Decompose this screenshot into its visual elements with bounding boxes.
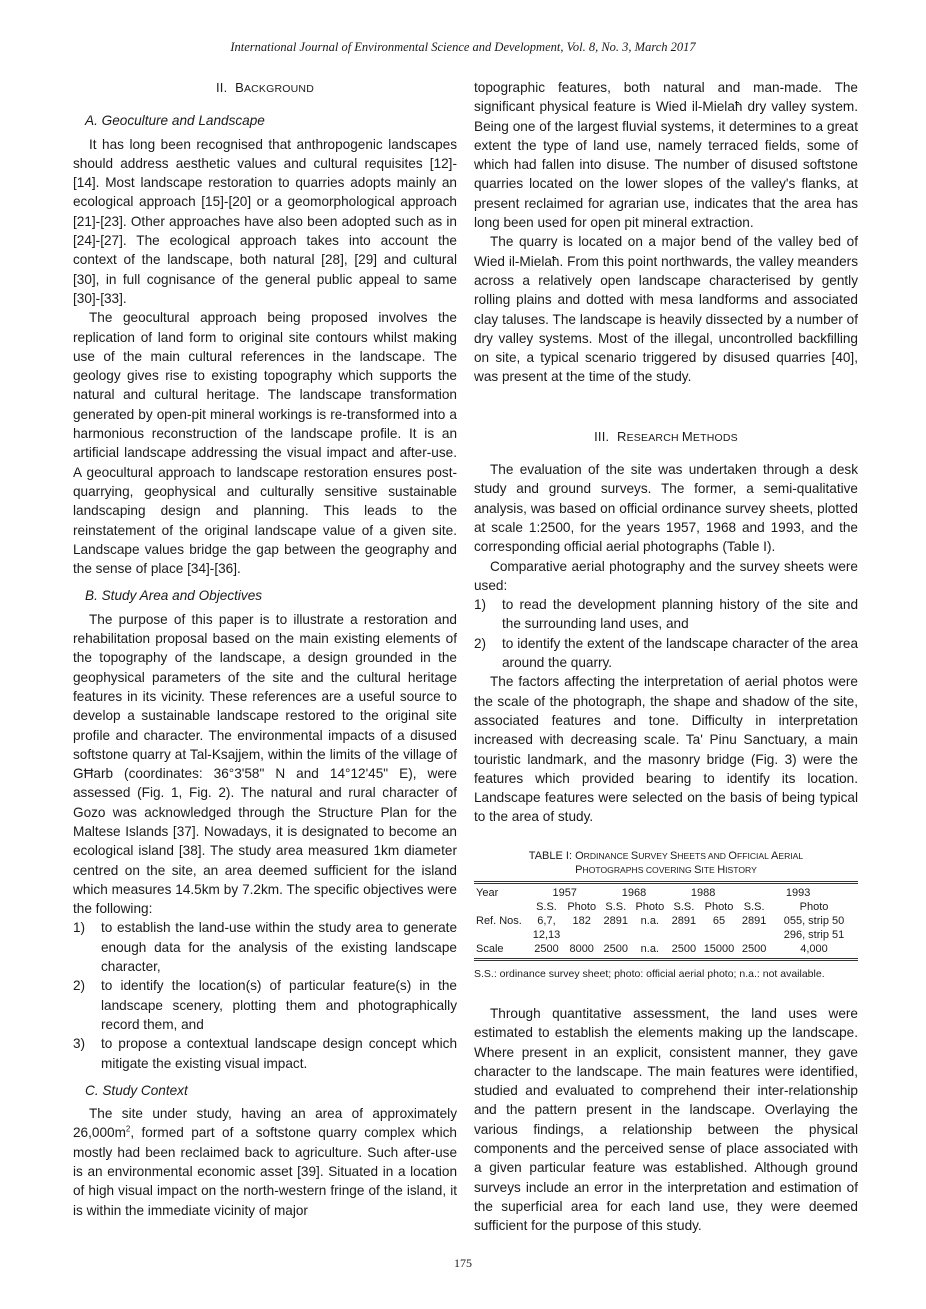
table-caption-line1 xyxy=(474,849,858,863)
table-caption-prefix: TABLE I: xyxy=(528,849,576,862)
table-cell: 2891 xyxy=(603,914,628,927)
table-cell: 4,000 xyxy=(770,942,858,960)
list-text: to establish the land-use within the study area to generate enough data for the analysis of the existing landscape character, xyxy=(101,920,457,975)
paragraph-c2: topographic features, both natural and man-made. The significant physical feature is Wied il-Mielaħ dry valley system. Being one of the largest fluvial systems, it determines to a great extent the type of land use, namely terraced fields, some of which had fallen into disuse. The number of disused softstone quarries located on the lower slopes of the valley's flanks, at present reclaimed for agrarian use, indicates that the area has long been used for open pit mineral extraction. xyxy=(474,80,858,231)
table-cell: 2500 xyxy=(738,942,770,960)
list-text: to identify the location(s) of particular feature(s) in the landscape scenery, plotting them and photographically record them, and xyxy=(101,978,457,1032)
table-row xyxy=(474,900,858,914)
table-cell: 8000 xyxy=(563,942,599,960)
table-cell: 2891 xyxy=(741,914,767,927)
table-cell: 15000 xyxy=(700,942,739,960)
list-item xyxy=(73,1034,457,1073)
table-header-cell: 1988 xyxy=(668,882,738,900)
caption-initial: A xyxy=(771,849,779,862)
caption-rest: FFICIAL xyxy=(736,850,772,861)
list-item xyxy=(73,918,457,976)
uses-list xyxy=(474,595,858,672)
table-header-cell: S.S. xyxy=(605,900,627,913)
paragraph-c1-part2: , formed part of a softstone quarry complex which mostly had been reclaimed back to agriculture. Such after-use is an environmental economic asset [39]. Situated in a location of high visual impact on the north-western fringe of the island, it is within the immediate vicinity of major xyxy=(73,1125,457,1218)
list-text: to propose a contextual landscape design concept which mitigate the existing visual impact. xyxy=(101,1036,457,1071)
list-number: 3) xyxy=(73,1036,86,1052)
list-item xyxy=(73,976,457,1034)
table-cell: 182 xyxy=(572,914,591,927)
survey-table xyxy=(474,881,858,961)
table-header-cell: Photo xyxy=(567,900,597,913)
caption-initial: S xyxy=(669,849,678,862)
section-heading-background xyxy=(73,78,457,99)
table-header-cell: S.S. xyxy=(536,900,557,913)
subsection-c-heading: C. Study Context xyxy=(85,1082,188,1098)
caption-rest: URVEY xyxy=(638,850,670,861)
section-rest: ACKGROUND xyxy=(243,83,314,95)
section-rest: ETHODS xyxy=(692,431,738,444)
table-row xyxy=(474,914,858,942)
objectives-list xyxy=(73,918,457,1072)
section-initial: B xyxy=(235,80,244,95)
table-header-cell: Photo xyxy=(704,900,734,913)
section-initial: R xyxy=(617,428,627,444)
list-number: 1) xyxy=(73,920,86,936)
caption-rest: HOTOGRAPHS COVERING xyxy=(582,864,695,875)
paragraph-a2: The geocultural approach being proposed involves the replication of land form to original site contours whilst making use of the main cultural references in the landscape. The geology gives rise to existing topography which supports the natural and cultural heritage. The landscape transformation generated by open-pit mineral workings is re-transformed into a harmonious reconstruction of the landscape profile. It is an artificial landscape addressing the visual impact and after-use. A geocultural approach to landscape restoration ensures post-quarrying, geophysical and culturally sensitive sustainable landscaping design and planning. This leads to the reinstatement of the original landscape value of a given site. Landscape values bridge the gap between the geography and the sense of place [34]-[36]. xyxy=(73,310,457,577)
table-header-cell: 1993 xyxy=(738,882,858,900)
paragraph-c1 xyxy=(73,1104,457,1220)
list-item xyxy=(474,595,858,634)
table-header-cell: S.S. xyxy=(743,900,765,913)
caption-initial: S xyxy=(630,849,639,862)
paragraph-c3: The quarry is located on a major bend of the valley bed of Wied il-Mielaħ. From this point northwards, the valley meanders across a relatively open landscape characterised by gently rolling plains and dotted with mesa landforms and associated clay taluses. The landscape is heavily dissected by a number of dry valley systems. Most of the illegal, uncontrolled backfilling on site, a typical scenario triggered by disused quarries [40], was present at the time of the study. xyxy=(474,234,858,385)
left-column xyxy=(73,78,457,1220)
caption-rest: ITE xyxy=(701,864,718,875)
list-number: 2) xyxy=(73,978,86,994)
subsection-a-heading: A. Geoculture and Landscape xyxy=(85,113,265,129)
table-cell: 6,7, 12,13 xyxy=(532,914,561,941)
table-header-cell: Photo xyxy=(635,900,665,913)
table-cell: n.a. xyxy=(640,914,659,927)
caption-initial: O xyxy=(575,849,584,862)
table-caption xyxy=(474,849,858,877)
list-item xyxy=(474,634,858,673)
journal-header: International Journal of Environmental Science and Development, Vol. 8, No. 3, March 2017 xyxy=(230,40,696,54)
table-header-cell: 1968 xyxy=(600,882,668,900)
section-heading-research-methods xyxy=(474,427,858,448)
table-cell: 65 xyxy=(712,914,726,927)
table-header-cell: Photo xyxy=(799,900,829,913)
paragraph-r1: The evaluation of the site was undertaken through a desk study and ground surveys. The former, a semi-qualitative analysis, was based on official ordinance survey sheets, plotted at scale 1:2500, for the years 1957, 1968 and 1993, and the corresponding official aerial photographs (Table I). xyxy=(474,462,858,555)
page-number: 175 xyxy=(454,1256,472,1270)
table-row xyxy=(474,942,858,960)
table-header-cell: Year xyxy=(474,882,529,900)
list-text: to read the development planning history of the site and the surrounding land uses, and xyxy=(502,597,858,632)
caption-rest: ISTORY xyxy=(725,864,757,875)
section-rest: ESEARCH xyxy=(626,431,682,444)
list-number: 1) xyxy=(474,597,487,613)
superscript: 2 xyxy=(125,1124,131,1134)
table-row xyxy=(474,882,858,900)
caption-initial: P xyxy=(575,863,583,876)
list-text: to identify the extent of the landscape character of the area around the quarry. xyxy=(502,635,858,671)
table-cell: 055, strip 50 296, strip 51 xyxy=(783,914,845,941)
paragraph-r3: The factors affecting the interpretation of aerial photos were the scale of the photograph, the shape and shadow of the site, associated features and tone. Difficulty in interpretation increased with decreasing scale. Ta' Pinu Sanctuary, a main touristic landmark, and the masonry bridge (Fig. 3) were the features which provided bearing to identify its location. Landscape features were selected on the basis of being typical to the area of study. xyxy=(474,674,858,825)
table-note: S.S.: ordinance survey sheet; photo: official aerial photo; n.a.: not available. xyxy=(474,967,825,980)
caption-rest: RDINANCE xyxy=(583,850,631,861)
right-column xyxy=(474,78,858,1236)
paragraph-a1: It has long been recognised that anthropogenic landscapes should address aesthetic values and cultural requisites [12]-[14]. Most landscape restoration to quarries adopts mainly an ecological approach [15]-[20] or a geomorphological approach [21]-[23]. Other approaches have also been adopted such as in [24]-[27]. The ecological approach takes into account the context of the landscape, both natural [28], [29] and cultural [30], in full cognisance of the general public appeal to same [30]-[33]. xyxy=(73,136,457,306)
table-header-cell: 1957 xyxy=(529,882,599,900)
section-number: III. xyxy=(594,428,610,444)
section-initial: M xyxy=(681,428,693,444)
caption-initial: O xyxy=(728,849,737,862)
paragraph-r4: Through quantitative assessment, the land uses were estimated to establish the elements making up the landscape. Where present in an explicit, consistent manner, they gave character to the landscape. The main features were identified, studied and evaluated to comprehend their inter-relationship and the pattern present in the landscape. Overlaying the various findings, a relationship between the physical components and the perceived sense of place associated with a given particular feature was established. Although ground surveys include an error in the interpretation and estimation of the superficial area for each land use, they were deemed sufficient for the purpose of this study. xyxy=(474,1005,858,1234)
paragraph-b1: The purpose of this paper is to illustrate a restoration and rehabilitation proposal based on the main existing elements of the topography of the landscape, a design grounded in the geophysical parameters of the site and the cultural heritage features in its vicinity. These references are a useful source to develop a sustainable landscape restored to the original site profile and character. The environmental impacts of a disused softstone quarry at Tal-Ksajjem, within the limits of the village of GĦarb (coordinates: 36°3'58" N and 14°12'45" E), were assessed (Fig. 1, Fig. 2). The natural and rural character of Gozo was acknowledged through the Structure Plan for the Maltese Islands [37]. Nowadays, it is designated to become an ecological island [38]. The study area measured 1km diameter centred on the site, an area deemed sufficient for the island which measures 14.5km by 7.2km. The specific objectives were the following: xyxy=(73,611,457,917)
list-number: 2) xyxy=(474,635,487,651)
paragraph-c1-part1: The site under study, having an area of approximately 26,000m xyxy=(73,1106,457,1141)
table-cell: 2500 xyxy=(668,942,700,960)
table-cell: n.a. xyxy=(632,942,668,960)
caption-initial: H xyxy=(717,863,726,876)
table-header-cell: S.S. xyxy=(673,900,695,913)
table-caption-line2 xyxy=(474,863,858,877)
caption-rest: HEETS AND xyxy=(677,850,729,861)
paragraph-r2: Comparative aerial photography and the survey sheets were used: xyxy=(474,558,858,593)
caption-initial: S xyxy=(694,863,702,876)
subsection-b-heading: B. Study Area and Objectives xyxy=(85,588,263,604)
table-row-label: Scale xyxy=(474,942,529,960)
table-row-label: Ref. Nos. xyxy=(476,914,522,927)
caption-rest: ERIAL xyxy=(778,850,804,861)
section-number: II. xyxy=(216,80,228,95)
table-cell: 2500 xyxy=(529,942,563,960)
table-cell: 2500 xyxy=(600,942,632,960)
table-cell: 2891 xyxy=(671,914,697,927)
table-cell xyxy=(474,900,529,914)
